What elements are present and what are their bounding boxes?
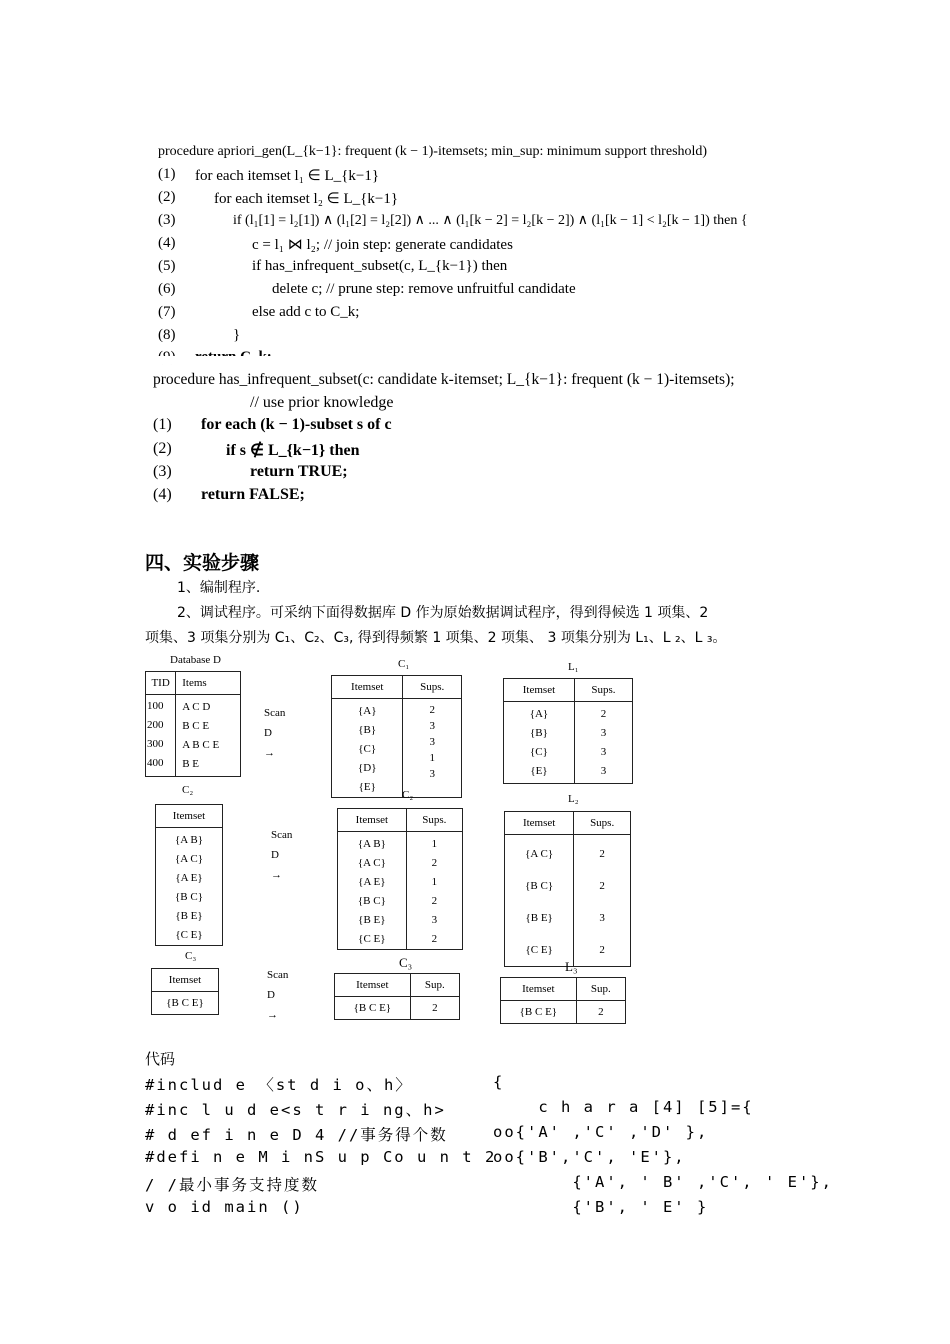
itemset-header: Itemset (152, 969, 219, 992)
support: 2 (429, 704, 435, 716)
code-line: {'B', ' E' } (493, 1198, 709, 1216)
itemset: {B} (358, 724, 377, 736)
support: 2 (431, 895, 438, 907)
database-title: Database D (170, 654, 222, 666)
c3-table (334, 973, 460, 1020)
items-header: Items (176, 672, 241, 695)
c2-candidate-itemsets (156, 828, 223, 946)
support: 2 (431, 933, 438, 945)
scan-text: Scan (267, 969, 289, 981)
code-line: return TRUE; (250, 463, 348, 480)
items-value: A B C E (182, 739, 220, 751)
itemset: {A E} (358, 876, 386, 888)
c1-title: C₁ (398, 658, 410, 670)
itemset: {A C} (357, 857, 386, 869)
itemset-header: Itemset (156, 805, 223, 828)
code-line: #includ e 〈st d i o、h〉 (145, 1076, 413, 1094)
itemset-header: Itemset (505, 812, 574, 835)
code-line: delete c; // prune step: remove unfruitful candidate (272, 281, 576, 297)
line-number: (1) (153, 416, 172, 433)
code-line: else add c to C_k; (252, 304, 360, 320)
scan-d: D (271, 849, 279, 861)
step-1: 1、编制程序. (177, 580, 261, 596)
l1-table (503, 678, 633, 784)
line-number: (7) (158, 304, 176, 320)
code-line: } (233, 327, 241, 343)
c2-table (337, 808, 463, 950)
itemset: {E} (530, 765, 548, 777)
support: 3 (431, 914, 438, 926)
line-number: (1) (158, 166, 176, 182)
section-title: 四、实验步骤 (145, 552, 260, 574)
itemset: {B C} (357, 895, 386, 907)
itemset: {A C} (525, 848, 554, 860)
l2-title: L₂ (568, 793, 579, 805)
itemset: {C} (530, 746, 548, 758)
itemset-header: Itemset (501, 978, 577, 1001)
code-line: {'A', ' B' ,'C', ' E'}, (493, 1173, 833, 1191)
sups-header: Sups. (403, 676, 462, 699)
itemset: {C} (358, 743, 377, 755)
itemset: {D} (357, 762, 377, 774)
scan-label-2 (271, 825, 292, 885)
tid-value: 200 (147, 719, 164, 731)
c1-itemsets (332, 699, 403, 798)
c1-table (331, 675, 462, 798)
scan-text: Scan (271, 829, 293, 841)
has-infrequent-header: procedure has_infrequent_subset(c: candidate k-itemset; L_{k−1}: frequent (k − 1)-itemsets); (153, 371, 735, 388)
line-number: (6) (158, 281, 176, 297)
support: 2 (599, 848, 605, 860)
c2-sups (406, 832, 462, 950)
l1-title: L₁ (568, 661, 579, 673)
code-line: if has_infrequent_subset(c, L_{k−1}) then (252, 258, 508, 274)
itemset-header: Itemset (504, 679, 575, 702)
items-value: B E (182, 758, 200, 770)
support: 3 (600, 746, 607, 758)
code-line: c = l₁ ⋈ l₂; // join step: generate candidates (252, 237, 513, 253)
code-line: #inc l u d e<s t r i ng、h> (145, 1101, 446, 1119)
tid-value: 100 (147, 700, 164, 712)
support: 2 (431, 857, 438, 869)
code-line: #defi n e M i nS u p Co u n t 2 (145, 1148, 497, 1166)
code-line: / /最小事务支持度数 (145, 1176, 319, 1194)
code-line: for each (k − 1)-subset s of c (201, 416, 392, 433)
itemset-header: Itemset (335, 974, 411, 997)
c2-title: C₂ (402, 789, 414, 801)
scan-text: Scan (264, 707, 286, 719)
l1-itemsets (504, 702, 575, 784)
line-number: (4) (158, 235, 176, 251)
support: 2 (410, 997, 459, 1020)
itemset: {B E} (525, 912, 553, 924)
itemset: {B C E} (335, 997, 411, 1020)
support: 2 (576, 1001, 625, 1024)
sup-header: Sup. (576, 978, 625, 1001)
tid-value: 400 (147, 757, 164, 769)
c3-title: C₃ (399, 955, 413, 970)
sups-header: Sups. (406, 809, 462, 832)
line-number: (5) (158, 258, 176, 274)
itemset: {B E} (175, 910, 203, 922)
tid-value: 300 (147, 738, 164, 750)
line-number: (3) (153, 463, 172, 480)
code-line: for each itemset l₁ ∈ L_{k−1} (195, 168, 380, 184)
itemset: {B E} (358, 914, 386, 926)
items-value: A C D (182, 701, 211, 713)
has-infrequent-comment: // use prior knowledge (250, 394, 394, 411)
arrow-icon: → (267, 1009, 278, 1021)
c3-candidates-title: C₃ (185, 950, 197, 962)
tid-column (146, 695, 176, 777)
itemset: {B C E} (501, 1001, 577, 1024)
scan-d: D (264, 727, 272, 739)
c3-candidate-itemset: {B C E} (152, 992, 219, 1015)
l3-table (500, 977, 626, 1024)
items-column (176, 695, 241, 777)
code-line: v o id main () (145, 1198, 304, 1216)
itemset: {C E} (525, 944, 553, 956)
scan-d: D (267, 989, 275, 1001)
arrow-icon: → (264, 747, 275, 759)
code-line: return FALSE; (201, 486, 305, 503)
l1-sups (574, 702, 632, 784)
support: 2 (599, 944, 605, 956)
line-number: (3) (158, 212, 176, 228)
itemset: {A} (529, 708, 549, 720)
itemset: {B C} (525, 880, 554, 892)
itemset: {C E} (358, 933, 386, 945)
itemset: {C E} (175, 929, 203, 941)
itemset-header: Itemset (332, 676, 403, 699)
support: 3 (429, 768, 435, 780)
code-line: for each itemset l₂ ∈ L_{k−1} (214, 191, 399, 207)
step-2-line-2: 项集、3 项集分别为 C₁、C₂、C₃, 得到得频繁 1 项集、2 项集、 3 项集分别为 L₁、L ₂、L ₃。 (145, 630, 727, 646)
support: 1 (431, 838, 438, 850)
c3-candidates-table (151, 968, 219, 1015)
arrow-icon: → (271, 869, 282, 881)
itemset: {B} (530, 727, 548, 739)
items-value: B C E (182, 720, 210, 732)
apriori-gen-header: procedure apriori_gen(L_{k−1}: frequent (k − 1)-itemsets; min_sup: minimum support threshold) (158, 144, 708, 159)
sup-header: Sup. (410, 974, 459, 997)
c2-candidates-title: C₂ (182, 784, 194, 796)
itemset: {B C} (175, 891, 203, 903)
code-line: c h a r a [4] [5]={ (493, 1098, 754, 1116)
support: 2 (599, 880, 605, 892)
scan-label-1 (264, 703, 285, 763)
code-line: if (l₁[1] = l₂[1]) ∧ (l₁[2] = l₂[2]) ∧ ... ∧ (l₁[k − 2] = l₂[k − 2]) ∧ (l₁[k − 1] < l₂[k − 1]) then { (233, 213, 748, 228)
step-2-line-1: 2、调试程序。可采纳下面得数据库 D 作为原始数据调试程序，得到得候选 1 项集、2 (177, 605, 709, 621)
code-line: if s ∉ L_{k−1} then (226, 442, 360, 459)
support: 1 (431, 876, 438, 888)
l2-itemsets (505, 835, 574, 967)
support: 2 (600, 708, 607, 720)
code-line: # d ef i n e D 4 //事务得个数 (145, 1126, 448, 1144)
support: 3 (429, 736, 435, 748)
l2-sups (574, 835, 631, 967)
code-line: oo{'B','C', 'E'}, (493, 1148, 686, 1166)
database-table (145, 671, 241, 777)
c2-candidates-table (155, 804, 223, 946)
l2-table (504, 811, 631, 967)
code-line: oo{'A' ,'C' ,'D' }, (493, 1123, 709, 1141)
line-number: (2) (153, 440, 172, 457)
itemset: {A C} (175, 853, 203, 865)
tid-header: TID (146, 672, 176, 695)
cropped-edge (140, 356, 840, 364)
code-line: { (493, 1073, 505, 1091)
itemset-header: Itemset (338, 809, 407, 832)
itemset: {A B} (175, 834, 203, 846)
scan-label-3 (267, 965, 288, 1025)
itemset: {A B} (357, 838, 386, 850)
support: 3 (429, 720, 435, 732)
line-number: (2) (158, 189, 176, 205)
itemset: {A} (357, 705, 377, 717)
c2-itemsets (338, 832, 407, 950)
l3-title: L₃ (565, 959, 578, 974)
line-number: (4) (153, 486, 172, 503)
support: 1 (429, 752, 435, 764)
support: 3 (600, 765, 607, 777)
itemset: {E} (358, 781, 376, 793)
code-label: 代码 (145, 1050, 176, 1068)
sups-header: Sups. (574, 679, 632, 702)
support: 3 (600, 727, 607, 739)
support: 3 (599, 912, 605, 924)
c1-sups (403, 699, 462, 798)
sups-header: Sups. (574, 812, 631, 835)
line-number: (8) (158, 327, 176, 343)
itemset: {A E} (175, 872, 203, 884)
